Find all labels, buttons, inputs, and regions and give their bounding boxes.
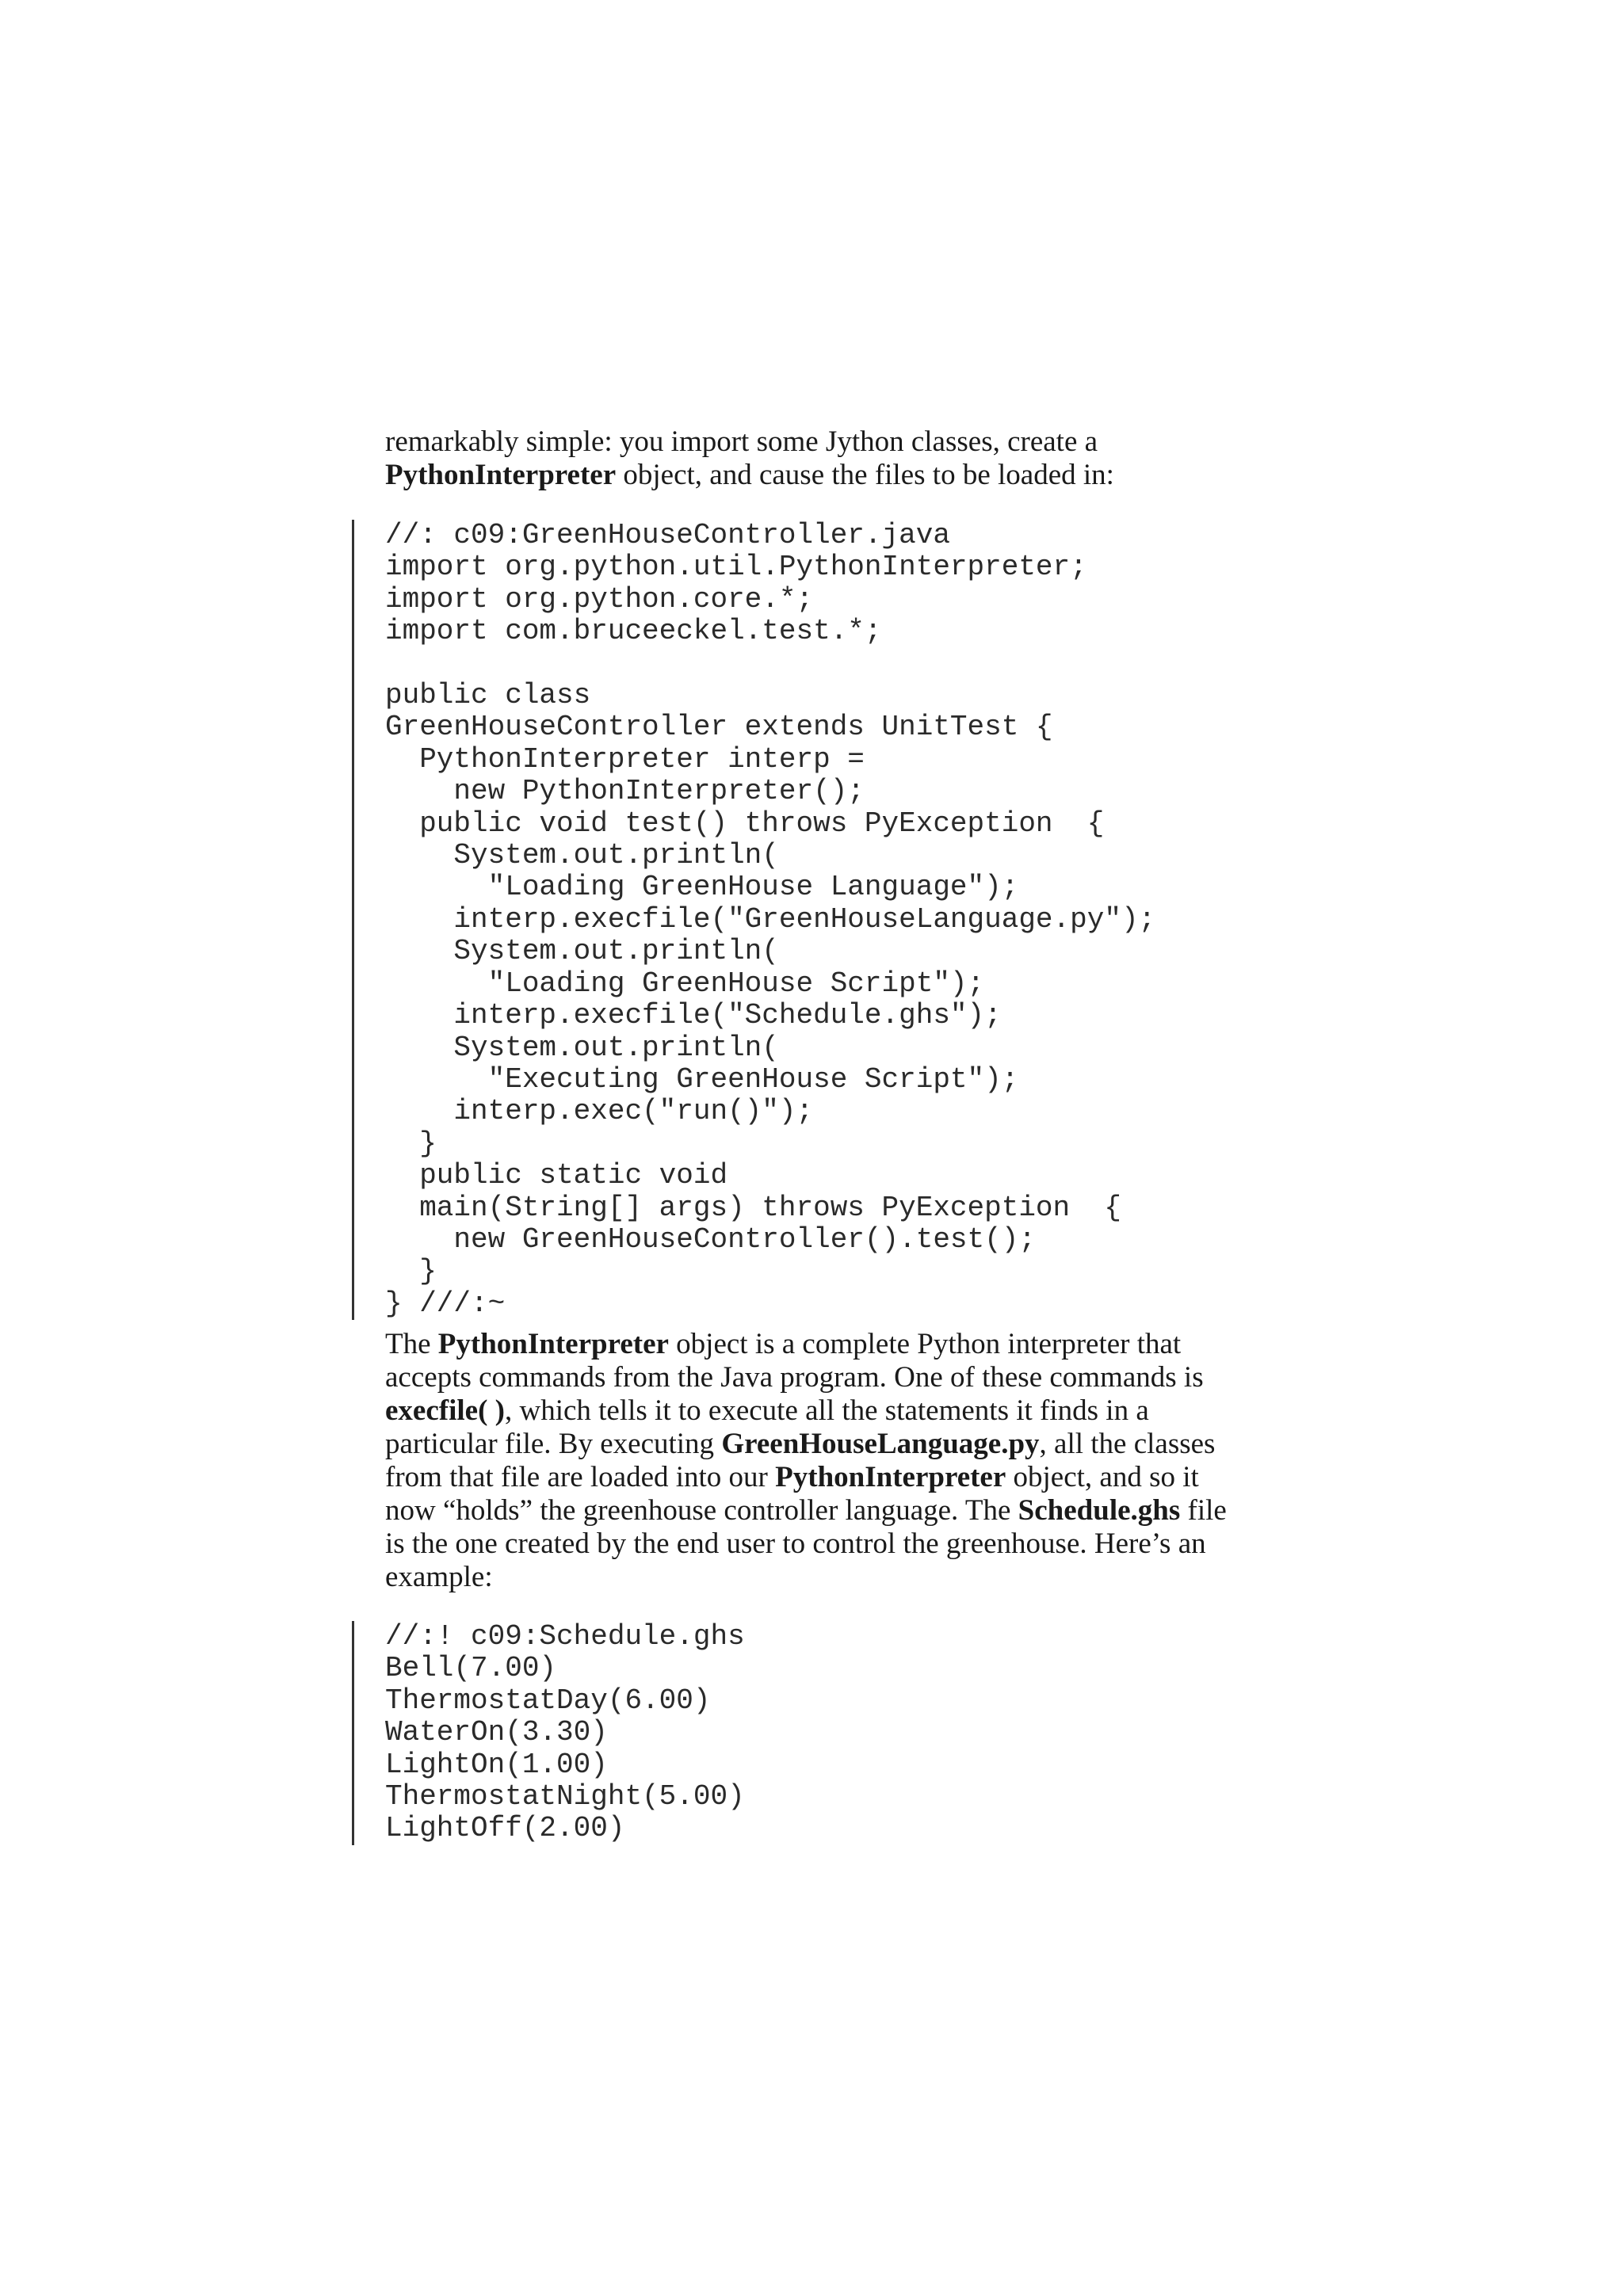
text-run: object is a complete Python interpreter that accepts commands from the Java program. One of these commands is [385,1328,1204,1394]
code-line: LightOn(1.00) [385,1748,608,1781]
text-run: The [385,1328,438,1360]
code-line: //: c09:GreenHouseController.java [385,519,950,551]
text-run: object, and so it now “holds” the greenhouse controller language. The [385,1461,1199,1527]
text-run: , all the classes from that file are loaded into our [385,1428,1216,1493]
intro-line-1: remarkably simple: you import some Jython classes, create a [385,425,1098,458]
intro-line-2: object, and cause the files to be loaded in: [616,459,1114,491]
bold-term: PythonInterpreter [385,459,617,491]
bold-term: GreenHouseLanguage.py [721,1428,1040,1460]
code-line: WaterOn(3.30) [385,1716,608,1749]
code-line: main(String[] args) throws PyException { [385,1191,1121,1224]
code-line: interp.execfile("Schedule.ghs"); [385,999,1002,1032]
code-line: ThermostatNight(5.00) [385,1780,745,1814]
bold-term: PythonInterpreter [775,1461,1006,1493]
explanation-paragraph [385,1328,1336,1594]
code-line: new GreenHouseController().test(); [385,1222,1036,1256]
intro-paragraph [385,425,1336,492]
code-line: System.out.println( [385,839,779,872]
code-line: System.out.println( [385,1031,779,1064]
code-text [354,520,1155,1320]
code-line: LightOff(2.00) [385,1812,625,1845]
code-line: public class [385,679,591,712]
bold-term: PythonInterpreter [437,1328,669,1360]
code-line: } ///:~ [385,1287,506,1320]
code-line: "Loading GreenHouse Language"); [385,871,1019,904]
code-text [354,1621,745,1845]
code-line: public void test() throws PyException { [385,807,1105,840]
code-line: System.out.println( [385,935,779,968]
code-line: import com.bruceeckel.test.*; [385,615,882,648]
code-line: import org.python.util.PythonInterpreter; [385,551,1087,584]
code-listing-schedule [352,1621,745,1845]
code-line: } [385,1127,437,1160]
code-line: "Executing GreenHouse Script"); [385,1062,1019,1096]
code-line: public static void [385,1159,728,1192]
code-line: //:! c09:Schedule.ghs [385,1620,745,1653]
code-line: PythonInterpreter interp = [385,742,865,776]
code-line: interp.execfile("GreenHouseLanguage.py"); [385,902,1156,936]
code-line: } [385,1255,437,1288]
code-line: ThermostatDay(6.00) [385,1684,711,1717]
code-line: "Loading GreenHouse Script"); [385,967,985,1000]
bold-term: execfile( ) [385,1394,505,1427]
code-line: GreenHouseController extends UnitTest { [385,711,1053,744]
code-line: Bell(7.00) [385,1652,557,1685]
code-line: import org.python.core.*; [385,582,814,616]
code-line: interp.exec("run()"); [385,1095,814,1128]
text-run: , which tells it to execute all the statements it finds in a particular file. By executing [385,1394,1149,1460]
bold-term: Schedule.ghs [1018,1494,1181,1527]
code-listing-greenhouse-controller [352,520,1155,1320]
code-line: new PythonInterpreter(); [385,775,865,808]
text-run: file is the one created by the end user to control the greenhouse. Here’s an example: [385,1494,1227,1593]
